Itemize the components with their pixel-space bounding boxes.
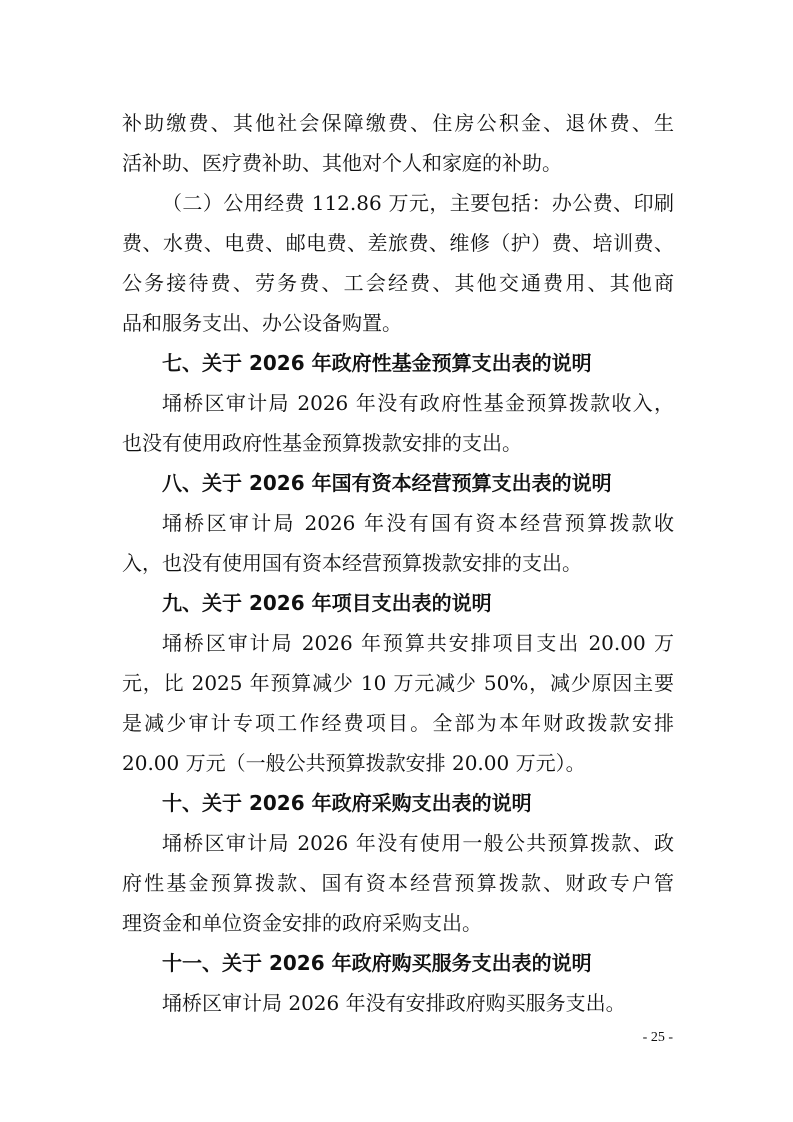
section-heading-service-purchase: 十一、关于 2026 年政府购买服务支出表的说明 [162,951,592,975]
section-heading-government-procurement: 十、关于 2026 年政府采购支出表的说明 [162,791,532,815]
paragraph-line-project-expenditure-3: 是减少审计专项工作经费项目。全部为本年财政拨款安排 [122,711,674,735]
paragraph-line-procurement-1: 埇桥区审计局 2026 年没有使用一般公共预算拨款、政 [162,831,674,855]
section-heading-state-capital-budget: 八、关于 2026 年国有资本经营预算支出表的说明 [162,471,612,495]
paragraph-line-state-capital-1: 埇桥区审计局 2026 年没有国有资本经营预算拨款收 [162,511,674,535]
paragraph-line-government-fund-1: 埇桥区审计局 2026 年没有政府性基金预算拨款收入， [162,391,674,415]
paragraph-line-procurement-3: 理资金和单位资金安排的政府采购支出。 [122,911,482,935]
section-heading-project-expenditure: 九、关于 2026 年项目支出表的说明 [162,591,492,615]
paragraph-line-public-expenses-intro: （二）公用经费 112.86 万元，主要包括：办公费、印刷 [162,191,674,215]
paragraph-line-personal-family-subsidies: 活补助、医疗费补助、其他对个人和家庭的补助。 [122,151,562,175]
paragraph-line-state-capital-2: 入，也没有使用国有资本经营预算拨款安排的支出。 [122,551,582,575]
paragraph-line-government-fund-2: 也没有使用政府性基金预算拨款安排的支出。 [122,431,522,455]
section-heading-government-fund-budget: 七、关于 2026 年政府性基金预算支出表的说明 [162,351,592,375]
paragraph-line-project-expenditure-2: 元，比 2025 年预算减少 10 万元减少 50%，减少原因主要 [122,671,674,695]
page-number: - 25 - [642,1030,673,1045]
paragraph-line-service-purchase: 埇桥区审计局 2026 年没有安排政府购买服务支出。 [162,991,626,1015]
paragraph-line-public-expense-items-3: 品和服务支出、办公设备购置。 [122,311,402,335]
paragraph-line-project-expenditure-1: 埇桥区审计局 2026 年预算共安排项目支出 20.00 万 [162,631,674,655]
paragraph-line-subsidy-payments: 补助缴费、其他社会保障缴费、住房公积金、退休费、生 [122,111,674,135]
paragraph-line-public-expense-items-2: 公务接待费、劳务费、工会经费、其他交通费用、其他商 [122,271,674,295]
paragraph-line-procurement-2: 府性基金预算拨款、国有资本经营预算拨款、财政专户管 [122,871,674,895]
paragraph-line-public-expense-items-1: 费、水费、电费、邮电费、差旅费、维修（护）费、培训费、 [122,231,674,255]
paragraph-line-project-expenditure-4: 20.00 万元（一般公共预算拨款安排 20.00 万元）。 [122,751,586,775]
